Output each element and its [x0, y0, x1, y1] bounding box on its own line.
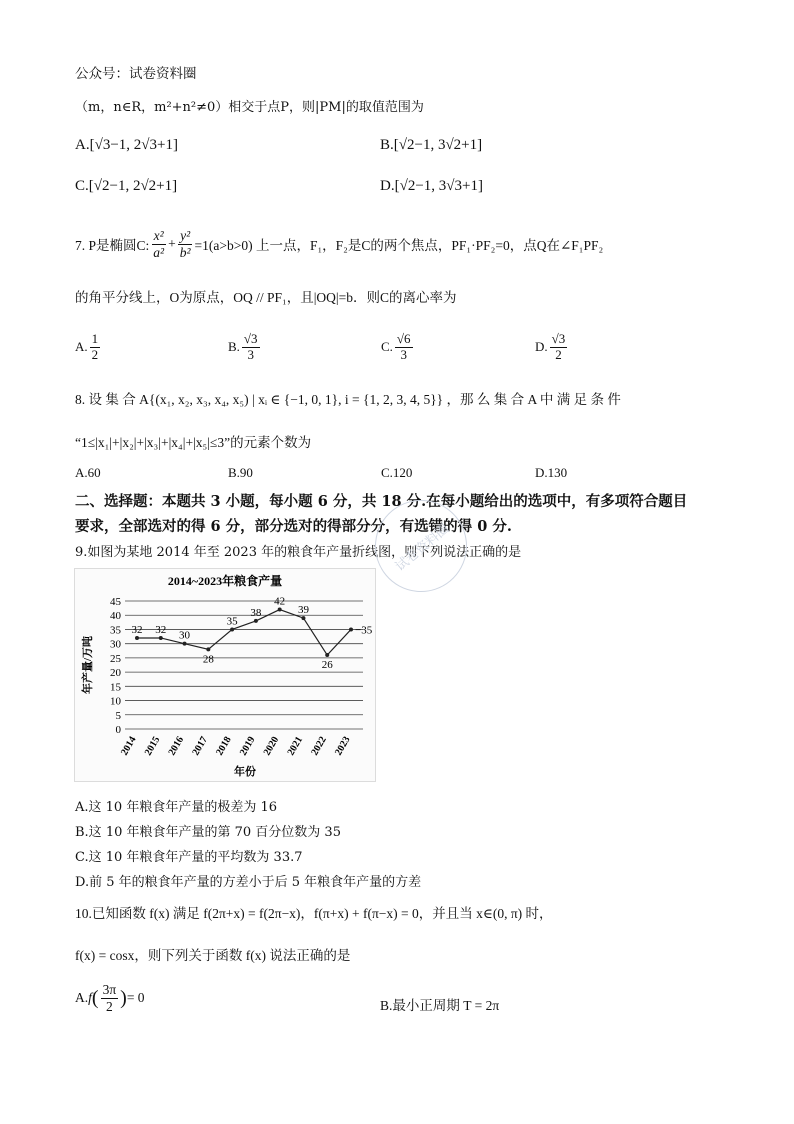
x-tick-label: 2021	[285, 734, 306, 758]
q8-option-b: B.90	[228, 465, 253, 480]
data-label: 38	[250, 606, 262, 619]
data-point	[278, 608, 282, 612]
data-point	[301, 616, 305, 620]
q10-option-b: B.最小正周期 T = 2π	[380, 998, 500, 1013]
q7-line2: 的角平分线上，O为原点，OQ // PF₁，且|OQ|=b．则C的离心率为	[75, 290, 457, 305]
y-tick-label: 35	[110, 624, 121, 637]
x-tick-label: 2020	[261, 734, 282, 758]
y-tick-label: 30	[110, 638, 121, 651]
section-2-heading-line2: 要求，全部选对的得 6 分，部分选对的得部分分，有选错的得 0 分.	[75, 518, 512, 535]
q6-option-a: A.[√3−1, 2√3+1]	[75, 137, 178, 153]
data-label: 30	[179, 629, 191, 642]
y-tick-label: 10	[110, 695, 121, 708]
q8-line2: “1≤|x₁|+|x₂|+|x₃|+|x₄|+|x₅|≤3”的元素个数为	[75, 435, 312, 450]
data-point	[183, 642, 187, 646]
x-tick-label: 2023	[333, 734, 353, 758]
y-tick-label: 45	[110, 596, 121, 608]
data-point	[325, 653, 329, 657]
data-label: 32	[155, 623, 167, 636]
q7-frac-y: $\frac{\text{y²}}{\text{b²}}$	[179, 228, 191, 260]
q8-option-c: C.120	[381, 465, 413, 480]
data-label: 35	[226, 615, 238, 628]
q9-option-c: C.这 10 年粮食年产量的平均数为 33.7	[75, 850, 303, 865]
data-point	[159, 636, 163, 640]
q9-option-b: B.这 10 年粮食年产量的第 70 百分位数为 35	[75, 825, 341, 840]
y-tick-label: 20	[110, 667, 121, 680]
section-2-heading-line1: 二、选择题：本题共 3 小题，每小题 6 分，共 18 分.在每小题给出的选项中，有多项符合题目	[75, 493, 688, 510]
q6-condition: （m，n∈R，m²+n²≠0）相交于点P，则|PM|的取值范围为	[75, 100, 424, 115]
q8-option-a: A.60	[75, 465, 101, 480]
x-tick-label: 2017	[190, 734, 210, 758]
y-tick-label: 5	[115, 709, 121, 722]
q10-line1: 10.已知函数 f(x) 满足 f(2π+x) = f(2π−x)，f(π+x) + f(π−x) = 0，并且当 x∈(0, π) 时，	[75, 906, 553, 921]
q9-stem: 9.如图为某地 2014 年至 2023 年的粮食年产量折线图，则下列说法正确的是	[75, 545, 522, 560]
q6-option-c: C.[√2−1, 2√2+1]	[75, 178, 178, 194]
q10-option-a: A. f ( $\frac{3\pi}{2}$ ) = 0	[75, 982, 145, 1014]
data-point	[349, 627, 353, 631]
y-axis-label: 年产量/万吨	[82, 635, 94, 695]
y-tick-label: 25	[110, 652, 121, 665]
data-label: 32	[131, 623, 143, 636]
data-label: −35	[355, 624, 373, 637]
q7-option-b: B. $\frac{√3}{3}$	[228, 331, 258, 362]
q9-option-a: A.这 10 年粮食年产量的极差为 16	[75, 800, 278, 815]
data-point	[254, 619, 258, 623]
line-chart-svg	[75, 569, 375, 781]
q7-option-d: D. $\frac{√3}{2}$	[535, 331, 566, 362]
y-tick-label: 40	[110, 610, 121, 623]
data-label: 28	[202, 653, 214, 666]
q6-option-d: D.[√2−1, 3√3+1]	[380, 178, 483, 194]
y-tick-label: 15	[110, 681, 121, 694]
grain-production-chart	[74, 568, 376, 782]
q7-option-a: A. $\frac{1}{2}$	[75, 331, 99, 362]
q8-option-d: D.130	[535, 465, 568, 480]
q7-frac-x: $\frac{\text{x²}}{\text{a²}}$	[153, 228, 165, 260]
data-label: 26	[321, 659, 333, 672]
data-point	[230, 627, 234, 631]
series-line	[137, 610, 351, 656]
q8-line1: 8. 设 集 合 A{(x₁, x₂, x₃, x₄, x₅) | xᵢ ∈ {−1, 0, 1}, i = {1, 2, 3, 4, 5}} ，那 么 集 合 A 中 满 足 条 件	[75, 392, 621, 407]
source-header: 公众号：试卷资料圈	[75, 66, 197, 82]
x-tick-label: 2014	[119, 734, 139, 758]
data-label: 39	[297, 604, 309, 617]
data-point	[206, 647, 210, 651]
x-tick-label: 2018	[214, 734, 234, 758]
data-label: 42	[274, 595, 286, 608]
watermark-seal: 试卷资料圈	[356, 481, 486, 611]
y-tick-label: 0	[115, 724, 121, 736]
x-tick-label: 2019	[237, 734, 258, 758]
chart-title: 2014~2023年粮食产量	[167, 574, 283, 588]
q10-line2: f(x) = cosx，则下列关于函数 f(x) 说法正确的是	[75, 948, 351, 963]
q6-option-b: B.[√2−1, 3√2+1]	[380, 137, 483, 153]
x-tick-label: 2022	[309, 734, 329, 758]
x-tick-label: 2016	[166, 734, 187, 758]
q7-line1: 7. P是椭圆C: $\frac{\text{x²}}{\text{a²}}$ + $\frac{\text{y²}}{\text{b²}}$ =1(a>b>0) 上一点，F₁，F₂是C的两个焦点，PF₁·PF₂=0，点Q在∠F₁PF₂	[75, 228, 604, 260]
q9-option-d: D.前 5 年的粮食年产量的方差小于后 5 年粮食年产量的方差	[75, 875, 422, 890]
x-axis-label: 年份	[234, 766, 256, 778]
data-point	[135, 636, 139, 640]
q7-option-c: C. $\frac{√6}{3}$	[381, 331, 411, 362]
x-tick-label: 2015	[142, 734, 163, 758]
